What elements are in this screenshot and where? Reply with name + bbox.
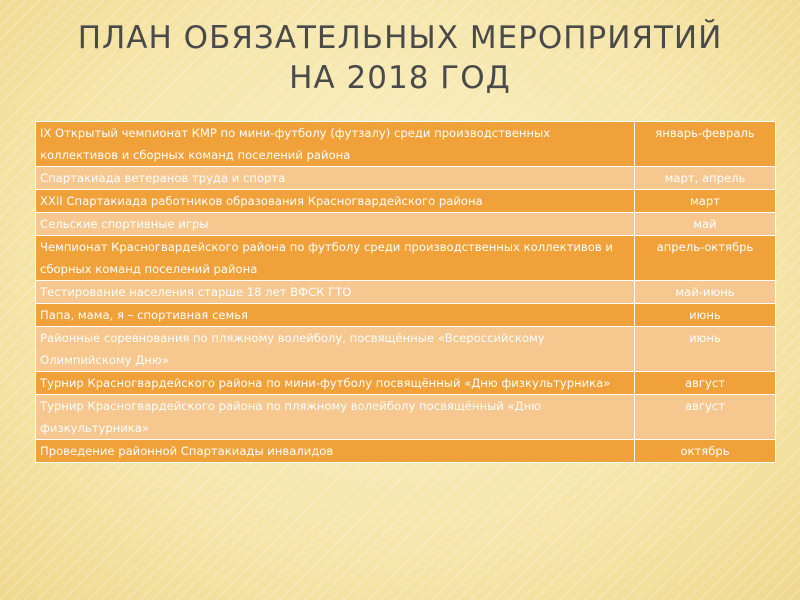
- table-row: [36, 190, 776, 213]
- table-row: [36, 122, 776, 167]
- event-name-cell: Спартакиада ветеранов труда и спорта: [36, 167, 635, 190]
- table-row: [36, 327, 776, 372]
- table-row: [36, 236, 776, 281]
- table-row: [36, 395, 776, 440]
- event-period-cell: март, апрель: [635, 167, 776, 190]
- event-period-cell: январь-февраль: [635, 122, 776, 167]
- events-table: [35, 121, 776, 463]
- event-name-cell: Тестирование населения старше 18 лет ВФСК ГТО: [36, 281, 635, 304]
- event-period-cell: август: [635, 395, 776, 440]
- event-name-cell: IX Открытый чемпионат КМР по мини-футболу (футзалу) среди производственных коллективов и сборных команд поселений района: [36, 122, 635, 167]
- event-name-cell: Чемпионат Красногвардейского района по футболу среди производственных коллективов и сборных команд поселений района: [36, 236, 635, 281]
- event-period-cell: август: [635, 372, 776, 395]
- table-row: [36, 372, 776, 395]
- event-period-cell: апрель-октябрь: [635, 236, 776, 281]
- slide-title-line-1: ПЛАН ОБЯЗАТЕЛЬНЫХ МЕРОПРИЯТИЙ: [77, 20, 723, 56]
- table-row: [36, 281, 776, 304]
- table-row: [36, 213, 776, 236]
- event-period-cell: март: [635, 190, 776, 213]
- event-name-cell: Проведение районной Спартакиады инвалидов: [36, 440, 635, 463]
- table-row: [36, 167, 776, 190]
- event-period-cell: июнь: [635, 304, 776, 327]
- event-period-cell: май: [635, 213, 776, 236]
- event-name-cell: Турнир Красногвардейского района по пляжному волейболу посвящённый «Дню физкультурника»: [36, 395, 635, 440]
- event-period-cell: июнь: [635, 327, 776, 372]
- table-row: [36, 440, 776, 463]
- event-name-cell: XXII Спартакиада работников образования Красногвардейского района: [36, 190, 635, 213]
- event-name-cell: Турнир Красногвардейского района по мини-футболу посвящённый «Дню физкультурника»: [36, 372, 635, 395]
- slide-title: [20, 18, 780, 98]
- event-period-cell: октябрь: [635, 440, 776, 463]
- event-name-cell: Районные соревнования по пляжному волейболу, посвящённые «Всероссийскому Олимпийскому Дню»: [36, 327, 635, 372]
- event-name-cell: Папа, мама, я – спортивная семья: [36, 304, 635, 327]
- slide-title-line-2: НА 2018 ГОД: [289, 60, 511, 96]
- table-row: [36, 304, 776, 327]
- event-name-cell: Сельские спортивные игры: [36, 213, 635, 236]
- event-period-cell: май-июнь: [635, 281, 776, 304]
